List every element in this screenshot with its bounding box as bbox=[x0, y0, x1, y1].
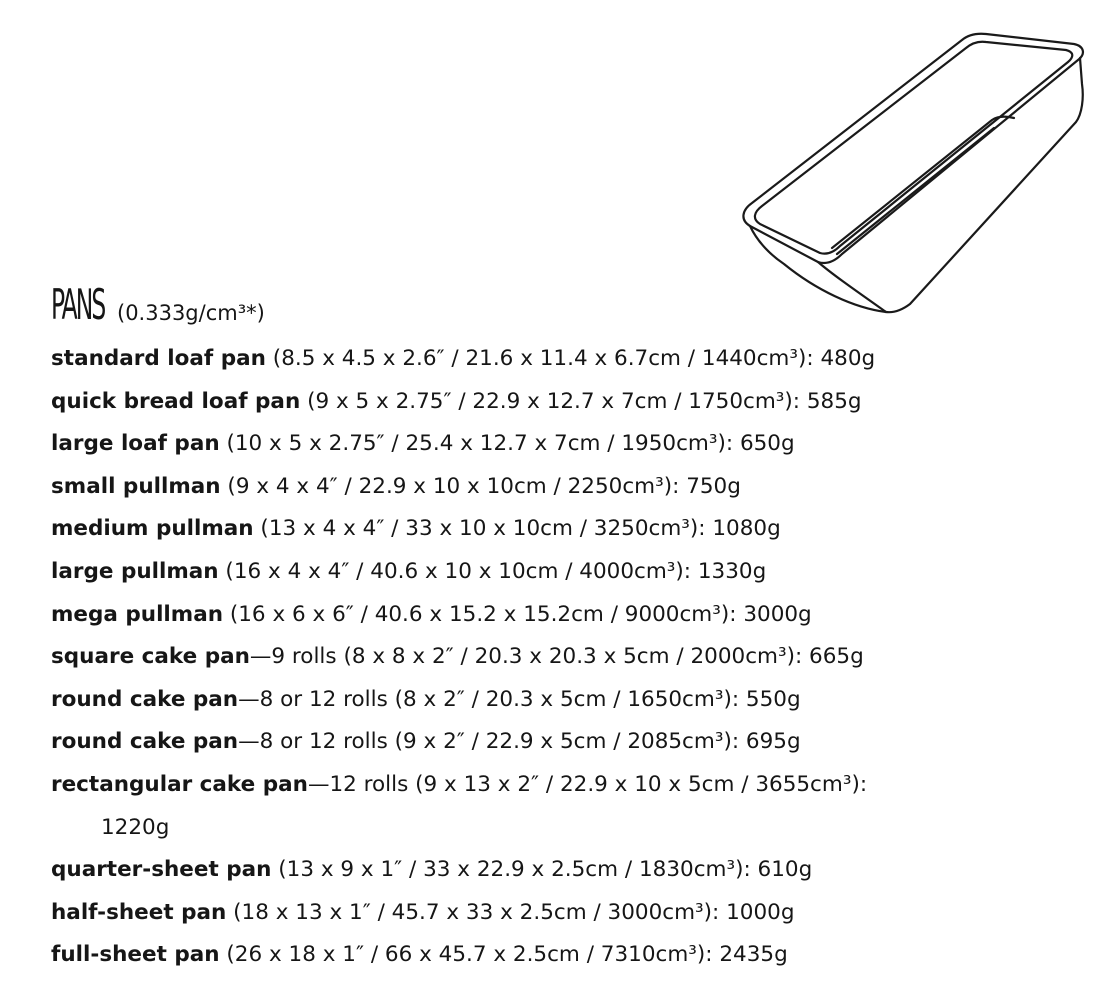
pan-name: round cake pan bbox=[51, 729, 239, 755]
section-title: PANS bbox=[51, 280, 105, 329]
list-item bbox=[51, 338, 1091, 381]
pan-dimensions: (9 x 13 x 2″ / 22.9 x 10 x 5cm / 3655cm³): bbox=[408, 771, 868, 797]
pan-dimensions: (13 x 9 x 1″ / 33 x 22.9 x 2.5cm / 1830cm³): 610g bbox=[271, 857, 813, 883]
pan-dimensions: (18 x 13 x 1″ / 45.7 x 33 x 2.5cm / 3000cm³): 1000g bbox=[226, 899, 795, 925]
density-note: (0.333g/cm³*) bbox=[117, 301, 265, 325]
list-item bbox=[51, 381, 1091, 424]
pan-dimensions: (13 x 4 x 4″ / 33 x 10 x 10cm / 3250cm³): 1080g bbox=[253, 516, 781, 542]
pan-name: large loaf pan bbox=[51, 431, 220, 457]
pan-name: standard loaf pan bbox=[51, 346, 266, 371]
pan-list bbox=[51, 338, 1091, 977]
pan-extra: —8 or 12 rolls bbox=[238, 729, 388, 755]
pan-name: mega pullman bbox=[51, 601, 224, 627]
pan-extra: —8 or 12 rolls bbox=[238, 686, 388, 712]
list-item bbox=[51, 594, 1091, 637]
pan-extra: —12 rolls bbox=[307, 771, 409, 797]
list-item bbox=[51, 423, 1091, 466]
pan-name: quick bread loaf pan bbox=[51, 388, 301, 414]
pan-dimensions: (10 x 5 x 2.75″ / 25.4 x 12.7 x 7cm / 1950cm³): 650g bbox=[219, 431, 795, 457]
pan-name: quarter-sheet pan bbox=[51, 857, 272, 883]
list-item bbox=[51, 679, 1091, 722]
list-item bbox=[51, 466, 1091, 509]
pan-name: large pullman bbox=[51, 558, 219, 584]
list-item bbox=[51, 892, 1091, 935]
pan-name: full-sheet pan bbox=[51, 942, 220, 968]
pan-dimensions: (9 x 2″ / 22.9 x 5cm / 2085cm³): 695g bbox=[387, 729, 801, 755]
section-heading bbox=[51, 282, 265, 328]
pan-dimensions: (26 x 18 x 1″ / 66 x 45.7 x 2.5cm / 7310cm³): 2435g bbox=[219, 942, 788, 968]
pan-extra: —9 rolls bbox=[249, 644, 337, 670]
pan-name: half-sheet pan bbox=[51, 899, 227, 925]
pan-name: round cake pan bbox=[51, 686, 239, 712]
pan-name: small pullman bbox=[51, 473, 221, 499]
pan-dimensions: (9 x 4 x 4″ / 22.9 x 10 x 10cm / 2250cm³): 750g bbox=[220, 473, 741, 499]
list-item bbox=[51, 764, 1091, 849]
pan-dimensions: (8 x 2″ / 20.3 x 5cm / 1650cm³): 550g bbox=[387, 686, 801, 712]
list-item bbox=[51, 636, 1091, 679]
list-item bbox=[51, 721, 1091, 764]
pan-name: medium pullman bbox=[51, 516, 254, 542]
list-item bbox=[51, 551, 1091, 594]
pan-dimensions: (8.5 x 4.5 x 2.6″ / 21.6 x 11.4 x 6.7cm / 1440cm³): 480g bbox=[265, 346, 876, 371]
pan-weight-continued: 1220g bbox=[101, 814, 170, 840]
list-item bbox=[51, 934, 1091, 977]
pan-dimensions: (16 x 6 x 6″ / 40.6 x 15.2 x 15.2cm / 9000cm³): 3000g bbox=[223, 601, 812, 627]
pan-name: rectangular cake pan bbox=[51, 771, 308, 797]
list-item bbox=[51, 508, 1091, 551]
pan-dimensions: (9 x 5 x 2.75″ / 22.9 x 12.7 x 7cm / 1750cm³): 585g bbox=[300, 388, 862, 414]
pan-name: square cake pan bbox=[51, 644, 250, 670]
loaf-pan-icon bbox=[736, 28, 1092, 320]
list-item bbox=[51, 849, 1091, 892]
pan-dimensions: (16 x 4 x 4″ / 40.6 x 10 x 10cm / 4000cm³): 1330g bbox=[218, 558, 767, 584]
pan-dimensions: (8 x 8 x 2″ / 20.3 x 20.3 x 5cm / 2000cm³): 665g bbox=[336, 644, 864, 670]
